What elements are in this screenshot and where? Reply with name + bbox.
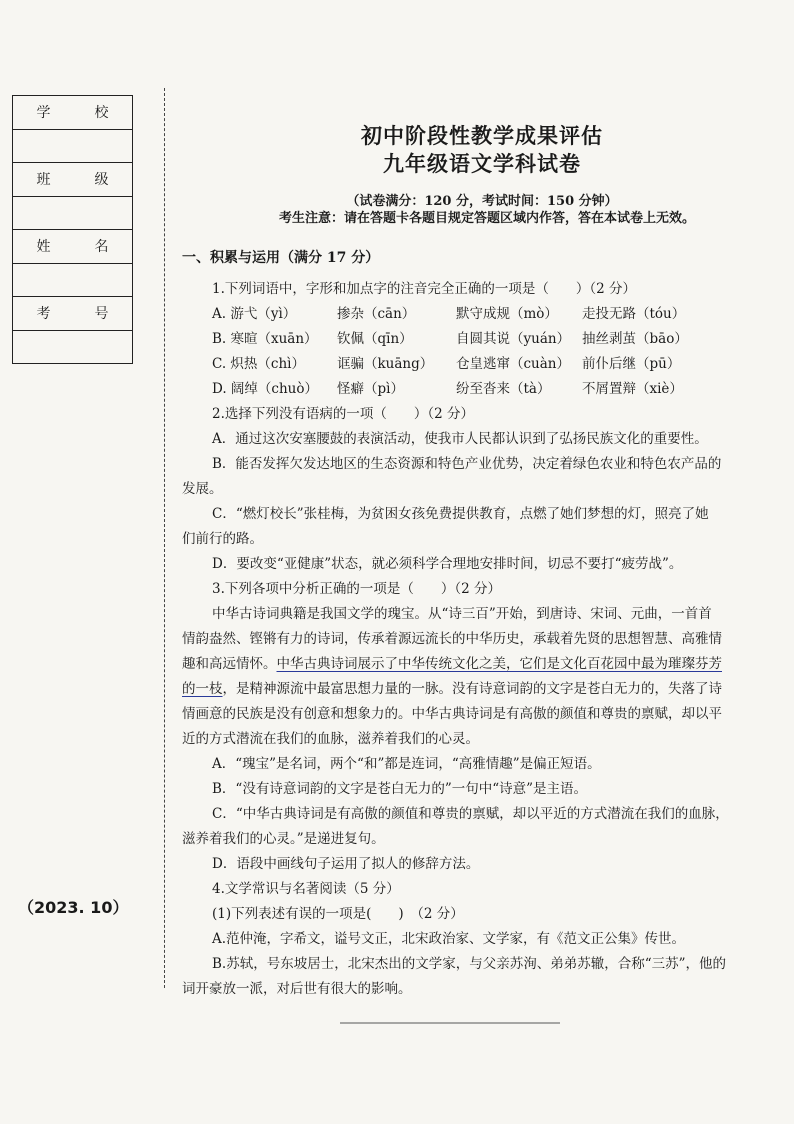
underlined-sentence: 中华古典诗词展示了中华传统文化之美，它们是文化百花园中最为璀璨芬芳 [276,656,722,672]
exam-meta: （试卷满分：120 分，考试时间：150 分钟） [346,194,618,209]
question-4-option-b: B.苏轼，号东坡居士，北宋杰出的文学家，与父亲苏洵、弟弟苏辙，合称“三苏”，他的 [212,956,727,972]
class-field[interactable] [13,196,133,230]
seal-cut-line [164,88,165,988]
exam-number-label: 考 号 [13,297,133,331]
question-3-option-c: C．“中华古典诗词是有高傲的颜值和尊贵的禀赋，却以平近的方式潜流在我们的血脉， [212,806,729,822]
class-label: 班 级 [13,163,133,197]
page-footer-mark [340,1010,560,1024]
section-heading: 一、积累与运用（满分 17 分） [182,250,380,266]
passage-line: 近的方式潜流在我们的血脉，滋养着我们的心灵。 [182,731,479,747]
question-4-option-a: A.范仲淹，字希文，谥号文正，北宋政治家、文学家，有《范文正公集》传世。 [212,931,686,947]
question-4-option-b-cont: 词开豪放一派，对后世有很大的影响。 [182,981,412,997]
question-2-option-a: A．通过这次安塞腰鼓的表演活动，使我市人民都认识到了弘扬民族文化的重要性。 [212,431,708,447]
underlined-sentence-cont: 的一枝 [182,681,223,697]
question-2-option-c: C．“燃灯校长”张桂梅，为贫困女孩免费提供教育，点燃了她们梦想的灯，照亮了她 [212,506,709,522]
exam-title: 初中阶段性教学成果评估 [361,123,603,148]
question-1-stem: 1.下列词语中，字形和加点字的注音完全正确的一项是（ ）（2 分） [212,281,637,297]
passage-line: 的一枝，是精神源流中最富思想力量的一脉。没有诗意词韵的文字是苍白无力的，失落了诗 [182,681,722,697]
question-2-option-b-cont: 发展。 [182,481,223,497]
name-field[interactable] [13,263,133,297]
passage-line: 中华古诗词典籍是我国文学的瑰宝。从“诗三百”开始，到唐诗、宋词、元曲，一首首 [212,606,712,622]
exam-subtitle: 九年级语文学科试卷 [383,151,581,176]
student-info-table [12,95,133,364]
question-3-stem: 3.下列各项中分析正确的一项是（ ）（2 分） [212,581,502,597]
school-field[interactable] [13,129,133,163]
question-2-option-b: B．能否发挥欠发达地区的生态资源和特色产业优势，决定着绿色农业和特色农产品的 [212,456,722,472]
question-4-stem: 4.文学常识与名著阅读（5 分） [212,881,400,897]
passage-line: 情画意的民族是没有创意和想象力的。中华古典诗词是有高傲的颜值和尊贵的禀赋，却以平 [182,706,722,722]
question-2-option-d: D．要改变“亚健康”状态，就必须科学合理地安排时间，切忌不要打“疲劳战”。 [212,556,683,572]
question-2-stem: 2.选择下列没有语病的一项（ ）（2 分） [212,406,475,422]
exam-date: （2023. 10） [18,898,129,917]
question-4-sub-1: (1)下列表述有误的一项是( ) （2 分） [212,906,464,922]
question-3-option-d: D．语段中画线句子运用了拟人的修辞方法。 [212,856,480,872]
exam-number-field[interactable] [13,330,133,364]
question-2-option-c-cont: 们前行的路。 [182,531,263,547]
name-label: 姓 名 [13,230,133,264]
question-3-option-b: B．“没有诗意词韵的文字是苍白无力的”一句中“诗意”是主语。 [212,781,588,797]
passage-line: 趣和高远情怀。中华古典诗词展示了中华传统文化之美，它们是文化百花园中最为璀璨芬芳 [182,656,722,672]
passage-line: 情韵盎然、铿锵有力的诗词，传承着源远流长的中华历史，承载着先贤的思想智慧、高雅情 [182,631,722,647]
question-3-option-c-cont: 滋养着我们的心灵。”是递进复句。 [182,831,385,847]
question-3-option-a: A．“瑰宝”是名词，两个“和”都是连词，“高雅情趣”是偏正短语。 [212,756,601,772]
exam-notice: 考生注意：请在答题卡各题目规定答题区域内作答，答在本试卷上无效。 [278,211,695,226]
school-label: 学 校 [13,96,133,130]
